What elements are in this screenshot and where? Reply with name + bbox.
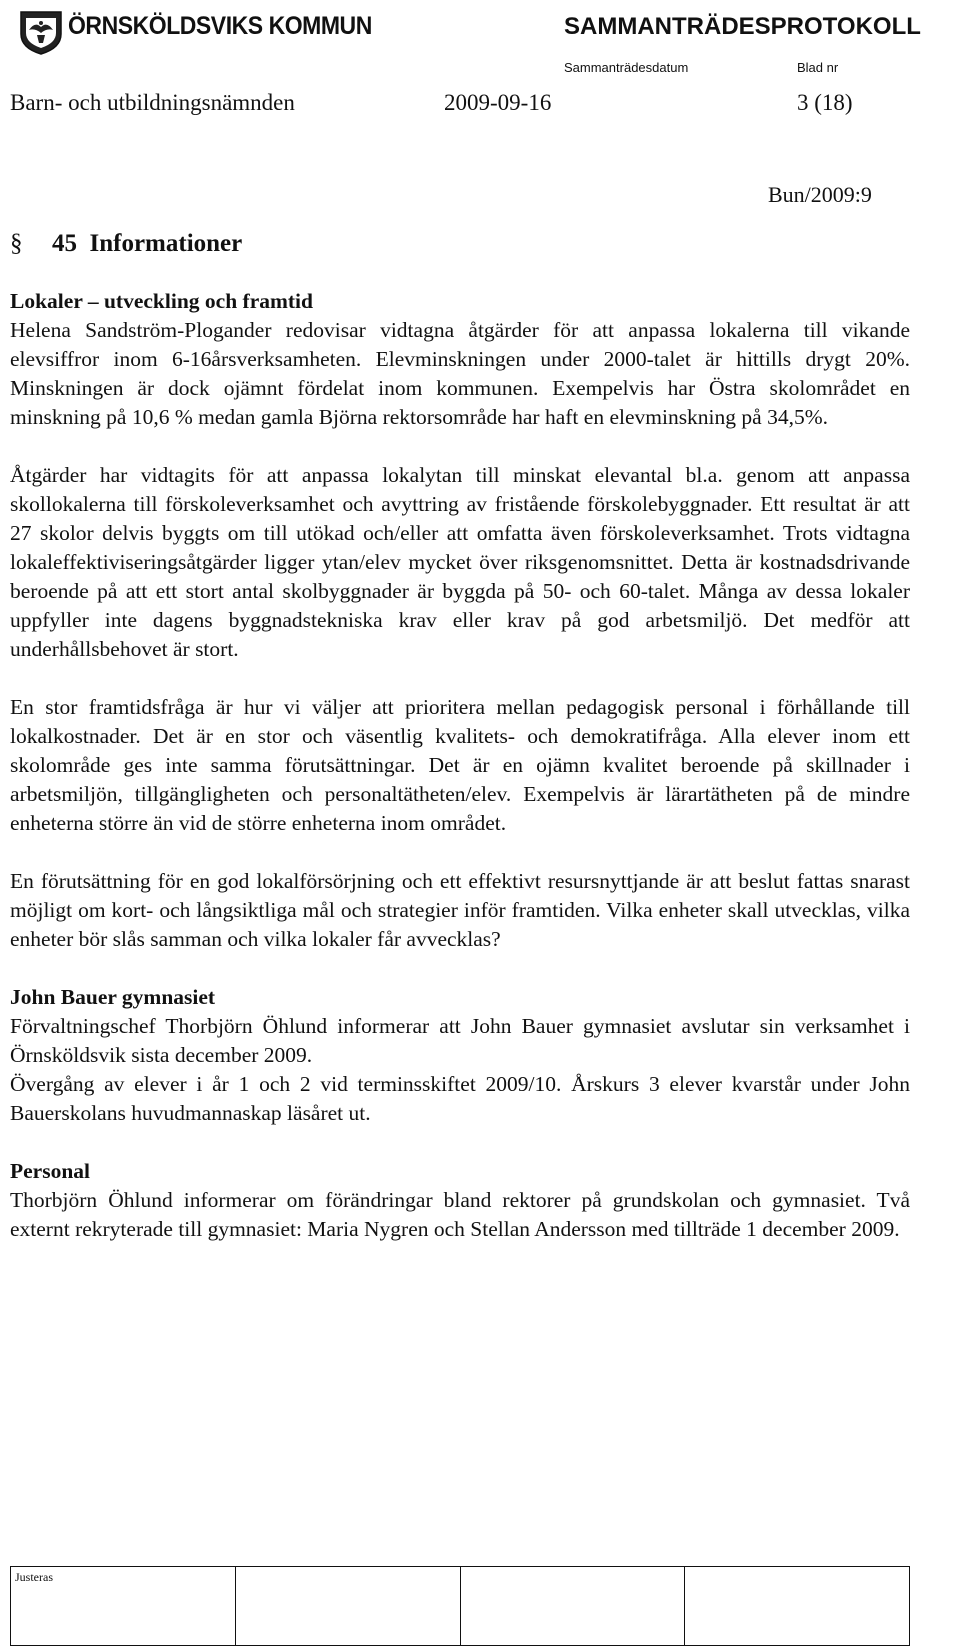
minutes-body: [10, 287, 910, 1273]
section-title: Informationer: [89, 230, 243, 257]
page-label: Blad nr: [797, 60, 839, 75]
paragraph: Åtgärder har vidtagits för att anpassa lokalytan till minskat elevantal bl.a. genom att anpassa skollokalerna till förskoleverksamhet och avyttring av fristående förskolebyggnader. Ett resultat är att 27 skolor delvis byggts om till utökad och/eller att omfatta även förskoleverksamhet. Trots vidtagna lokaleffektiviseringsåtgärder ligger ytan/elev mycket över riksgenomsnittet. Detta är kostnadsdrivande beroende på att ett stort antal skolbyggnader är byggda på 50- och 60-talet. Många av dessa lokaler uppfyller inte dagens byggnadstekniska krav eller krav på god arbetsmiljö. Det medför att underhållsbehovet är stort.: [10, 463, 910, 661]
meeting-date: 2009-09-16: [444, 90, 552, 115]
paragraph: Förvaltningschef Thorbjörn Öhlund informerar att John Bauer gymnasiet avslutar sin verksamhet i Örnsköldsvik sista december 2009.: [10, 1014, 910, 1067]
municipal-crest-icon: [18, 8, 64, 56]
paragraph: En förutsättning för en god lokalförsörjning och ett effektivt resursnyttjande är att beslut fattas snarast möjligt om kort- och långsiktliga mål och strategier inför framtiden. Vilka enheter skall utvecklas, vilka enheter bör slås samman och vilka lokaler får avvecklas?: [10, 869, 910, 951]
reference-number: Bun/2009:9: [768, 182, 872, 207]
justeras-label: Justeras: [15, 1570, 53, 1584]
signature-cell[interactable]: [460, 1567, 685, 1646]
paragraph: En stor framtidsfråga är hur vi väljer att prioritera mellan pedagogisk personal i förhållande till lokalkostnader. Det är en stor och väsentlig kvalitets- och demokratifråga. Alla elever inom ett skolområde ges inte samma förutsättningar. Det är en ojämn kvalitet beroende på skillnader i arbetsmiljön, tillgängligheten och personaltätheten/elev. Exempelvis är lärartätheten på de mindre enheterna större än vid de större enheterna inom området.: [10, 695, 910, 835]
date-label: Sammanträdesdatum: [564, 60, 689, 75]
signature-cell[interactable]: [685, 1567, 910, 1646]
paragraph: Övergång av elever i år 1 och 2 vid terminsskiftet 2009/10. Årskurs 3 elever kvarstår under John Bauerskolans huvudmannaskap läsåret ut.: [10, 1072, 910, 1125]
page-number: 3 (18): [797, 90, 853, 115]
section-heading: [10, 230, 242, 258]
committee-name: Barn- och utbildningsnämnden: [10, 90, 295, 115]
paragraph: Thorbjörn Öhlund informerar om förändringar bland rektorer på grundskolan och gymnasiet. Två externt rekryterade till gymnasiet: Maria Nygren och Stellan Andersson med tillträde 1 december 2009.: [10, 1188, 910, 1241]
signature-cell[interactable]: [235, 1567, 460, 1646]
justeras-cell[interactable]: [11, 1567, 236, 1646]
document-type: SAMMANTRÄDESPROTOKOLL: [564, 13, 921, 40]
topic-heading: John Bauer gymnasiet: [10, 985, 216, 1009]
paragraph: Helena Sandström-Plogander redovisar vidtagna åtgärder för att anpassa lokalerna till vikande elevsiffror inom 6-16årsverksamheten. Elevminskningen under 2000-talet är hittills drygt 20%. Minskningen är dock ojämnt fördelat inom kommunen. Exempelvis har Östra skolområdet en minskning på 10,6 % medan gamla Björna rektorsområde har haft en elevminskning på 34,5%.: [10, 318, 910, 429]
section-number: 45: [52, 230, 77, 257]
topic-heading: Lokaler – utveckling och framtid: [10, 289, 313, 313]
topic-personal: [10, 1157, 910, 1244]
topic-john-bauer: [10, 983, 910, 1128]
topic-lokaler: [10, 287, 910, 954]
signature-table: [10, 1566, 910, 1646]
topic-heading: Personal: [10, 1159, 91, 1183]
section-sign: §: [10, 230, 23, 257]
organization-name: ÖRNSKÖLDSVIKS KOMMUN: [68, 12, 372, 40]
